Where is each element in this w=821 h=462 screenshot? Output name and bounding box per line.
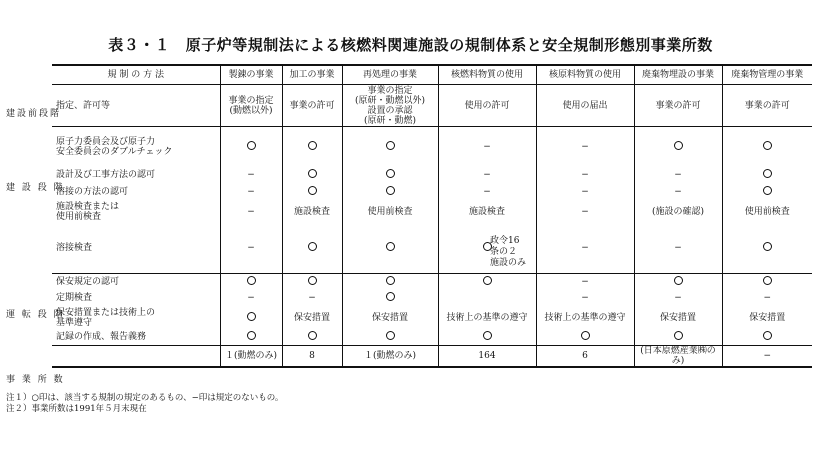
table-cell: 事業の許可 bbox=[722, 85, 812, 127]
circle-mark bbox=[308, 331, 317, 340]
circle-mark bbox=[247, 141, 256, 150]
table-row bbox=[52, 85, 812, 127]
table-cell: − bbox=[220, 201, 282, 224]
table-cell bbox=[282, 167, 342, 184]
table-cell: − bbox=[536, 274, 634, 290]
stage-label-operation: 運 転 段 階 bbox=[6, 310, 65, 320]
table-cell: 事業の許可 bbox=[282, 85, 342, 127]
table-cell: 保安措置 bbox=[722, 306, 812, 330]
circle-mark bbox=[674, 141, 683, 150]
footnote-2: 注２）事業所数は1991年５月末現在 bbox=[6, 404, 147, 414]
table-cell bbox=[722, 274, 812, 290]
circle-mark bbox=[386, 276, 395, 285]
header-cell: 核原料物質の使用 bbox=[536, 65, 634, 85]
table-row bbox=[52, 330, 812, 346]
method-cell: 指定、許可等 bbox=[56, 100, 111, 111]
table-cell bbox=[634, 330, 722, 346]
table-cell bbox=[220, 306, 282, 330]
table-cell: − bbox=[438, 127, 536, 167]
table-cell bbox=[722, 330, 812, 346]
circle-mark bbox=[247, 312, 256, 321]
table-row bbox=[52, 167, 812, 184]
table-row bbox=[52, 306, 812, 330]
table-cell: − bbox=[536, 224, 634, 274]
table-cell: − bbox=[220, 224, 282, 274]
table-cell bbox=[342, 224, 438, 274]
count-cell: − bbox=[722, 346, 812, 368]
table-row bbox=[52, 184, 812, 201]
circle-mark bbox=[581, 331, 590, 340]
method-cell: 保安規定の認可 bbox=[52, 274, 220, 290]
table-cell: − bbox=[220, 167, 282, 184]
circle-mark bbox=[247, 276, 256, 285]
count-cell: 8 bbox=[282, 346, 342, 368]
circle-mark bbox=[386, 169, 395, 178]
circle-mark bbox=[763, 276, 772, 285]
method-cell: 保安措置または技術上の 基準遵守 bbox=[56, 307, 156, 328]
table-cell bbox=[220, 330, 282, 346]
table-cell: − bbox=[536, 127, 634, 167]
page-title: 表３・１ 原子炉等規制法による核燃料関連施設の規制体系と安全規制形態別事業所数 bbox=[108, 36, 713, 54]
method-cell: 原子力委員会及び原子力 安全委員会のダブルチェック bbox=[52, 127, 220, 167]
table-cell bbox=[438, 290, 536, 306]
circle-mark bbox=[386, 292, 395, 301]
count-cell: １(動燃のみ) bbox=[342, 346, 438, 368]
table-cell bbox=[634, 127, 722, 167]
table-cell bbox=[722, 184, 812, 201]
table-cell: − bbox=[634, 290, 722, 306]
table-row bbox=[52, 201, 812, 224]
table-cell bbox=[220, 274, 282, 290]
method-cell: 記録の作成、報告義務 bbox=[56, 332, 147, 343]
table-cell bbox=[342, 290, 438, 306]
circle-mark bbox=[247, 331, 256, 340]
table-cell bbox=[282, 274, 342, 290]
table-cell bbox=[342, 274, 438, 290]
table-cell bbox=[536, 330, 634, 346]
table-cell bbox=[342, 127, 438, 167]
table-cell: − bbox=[220, 290, 282, 306]
table-cell: 使用の届出 bbox=[536, 85, 634, 127]
method-cell: 定期検査 bbox=[56, 292, 93, 303]
table-cell bbox=[220, 127, 282, 167]
circle-mark bbox=[386, 242, 395, 251]
table-cell bbox=[282, 224, 342, 274]
table-cell: (施設の確認) bbox=[634, 201, 722, 224]
table-cell: − bbox=[634, 167, 722, 184]
annotation-note: 政令16 条の２ 施設のみ bbox=[490, 236, 527, 268]
count-cell: 164 bbox=[438, 346, 536, 368]
count-cell: (日本原燃産業㈱のみ) bbox=[634, 346, 722, 368]
header-cell: 加工の事業 bbox=[282, 65, 342, 85]
header-cell: 廃棄物管理の事業 bbox=[722, 65, 812, 85]
circle-mark bbox=[763, 331, 772, 340]
table-cell: 保安措置 bbox=[342, 306, 438, 330]
table-cell: − bbox=[438, 167, 536, 184]
table-cell: − bbox=[220, 184, 282, 201]
circle-mark bbox=[674, 276, 683, 285]
circle-mark bbox=[763, 186, 772, 195]
table-cell bbox=[342, 167, 438, 184]
header-row bbox=[52, 65, 812, 85]
circle-mark bbox=[308, 169, 317, 178]
table-row bbox=[52, 290, 812, 306]
circle-mark bbox=[386, 186, 395, 195]
table-row bbox=[52, 274, 812, 290]
count-row bbox=[52, 346, 812, 368]
table-cell: − bbox=[722, 290, 812, 306]
table-cell bbox=[282, 184, 342, 201]
table-cell: 事業の許可 bbox=[634, 85, 722, 127]
table-cell bbox=[634, 274, 722, 290]
header-cell: 規 制 の 方 法 bbox=[52, 65, 220, 85]
count-cell: 6 bbox=[536, 346, 634, 368]
circle-mark bbox=[308, 276, 317, 285]
table-row bbox=[52, 224, 812, 274]
table-cell: − bbox=[536, 184, 634, 201]
circle-mark bbox=[763, 141, 772, 150]
table-cell: − bbox=[536, 201, 634, 224]
circle-mark bbox=[308, 242, 317, 251]
method-cell: 溶接の方法の認可 bbox=[56, 187, 129, 197]
table-cell: − bbox=[438, 184, 536, 201]
table-cell: 技術上の基準の遵守 bbox=[536, 306, 634, 330]
circle-mark bbox=[483, 331, 492, 340]
count-cell: １(動燃のみ) bbox=[220, 346, 282, 368]
stage-label-count: 事 業 所 数 bbox=[6, 375, 65, 385]
header-cell: 製錬の事業 bbox=[220, 65, 282, 85]
table-cell: − bbox=[536, 167, 634, 184]
table-cell bbox=[722, 224, 812, 274]
method-cell: 溶接検査 bbox=[56, 243, 93, 254]
table-cell: 事業の指定 (動燃以外) bbox=[220, 85, 282, 127]
table-cell: − bbox=[282, 290, 342, 306]
regulation-table bbox=[52, 64, 812, 368]
table-cell bbox=[722, 127, 812, 167]
circle-mark bbox=[674, 331, 683, 340]
circle-mark bbox=[763, 169, 772, 178]
stage-label-preconstruction: 建設前段階 bbox=[6, 109, 62, 119]
count-label-cell bbox=[52, 346, 220, 368]
circle-mark bbox=[308, 186, 317, 195]
footnotes bbox=[6, 393, 283, 415]
table-cell: − bbox=[536, 290, 634, 306]
table-cell bbox=[282, 127, 342, 167]
circle-mark bbox=[308, 141, 317, 150]
footnote-1: 注１）○印は、該当する規制の規定のあるもの、−印は規定のないもの。 bbox=[6, 393, 284, 403]
table-cell bbox=[438, 274, 536, 290]
table-cell: 事業の指定 (原研・動燃以外) 設置の承認 (原研・動燃) bbox=[342, 85, 438, 127]
table-cell: 施設検査 bbox=[438, 201, 536, 224]
table-cell bbox=[438, 330, 536, 346]
table-cell bbox=[282, 330, 342, 346]
circle-mark bbox=[386, 141, 395, 150]
header-cell: 核燃料物質の使用 bbox=[438, 65, 536, 85]
table-cell: − bbox=[634, 224, 722, 274]
table-cell: 技術上の基準の遵守 bbox=[438, 306, 536, 330]
table-cell: 保安措置 bbox=[282, 306, 342, 330]
stage-label-construction: 建 設 段 階 bbox=[6, 183, 65, 193]
header-cell: 再処理の事業 bbox=[342, 65, 438, 85]
table-cell: 使用前検査 bbox=[342, 201, 438, 224]
circle-mark bbox=[483, 276, 492, 285]
table-cell: 施設検査 bbox=[282, 201, 342, 224]
table-row bbox=[52, 127, 812, 167]
table-cell: − bbox=[634, 184, 722, 201]
table-cell: 使用前検査 bbox=[722, 201, 812, 224]
table-cell: 保安措置 bbox=[634, 306, 722, 330]
table-cell bbox=[722, 167, 812, 184]
table-cell bbox=[342, 330, 438, 346]
circle-mark bbox=[386, 331, 395, 340]
circle-mark bbox=[763, 242, 772, 251]
method-cell: 設計及び工事方法の認可 bbox=[56, 170, 156, 180]
table-cell: 使用の許可 bbox=[438, 85, 536, 127]
table-cell bbox=[342, 184, 438, 201]
method-cell: 施設検査または 使用前検査 bbox=[56, 202, 120, 222]
header-cell: 廃棄物埋設の事業 bbox=[634, 65, 722, 85]
